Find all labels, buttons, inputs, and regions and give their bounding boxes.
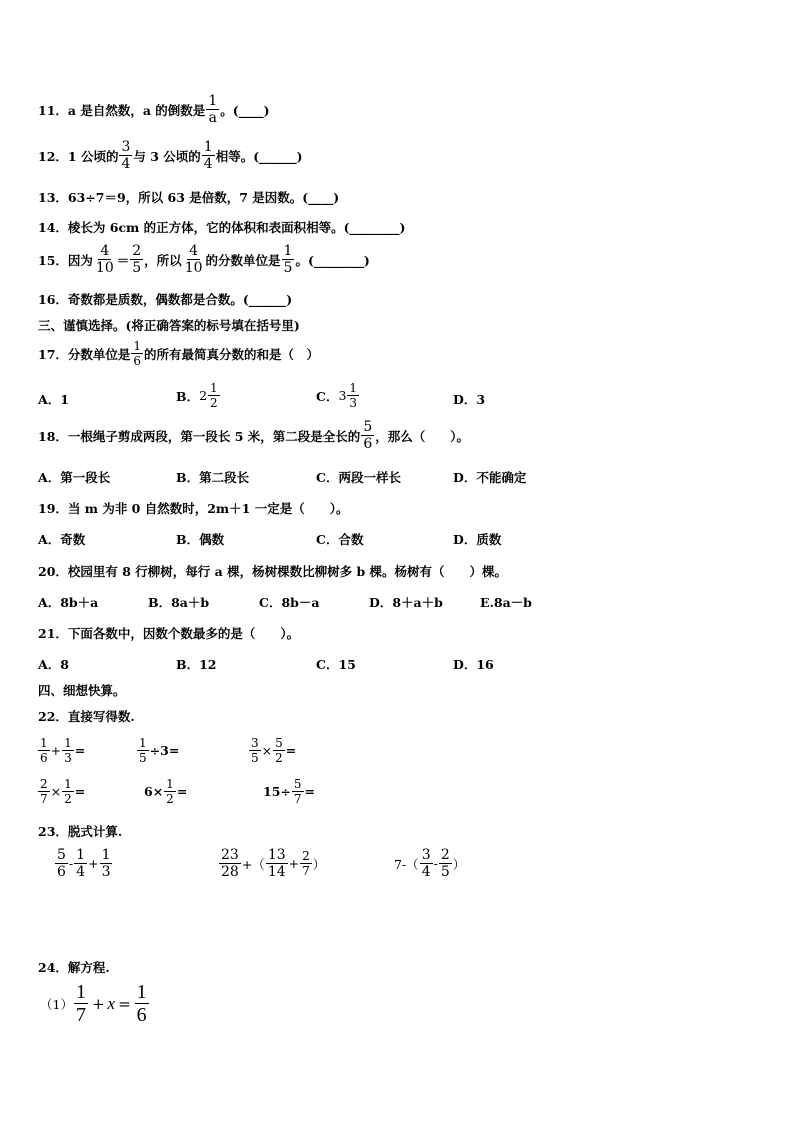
section-4-heading	[38, 681, 126, 699]
question-21	[38, 624, 299, 642]
q15-fraction-2: $\frac{2}{5}$	[132, 243, 142, 276]
question-11	[38, 94, 270, 125]
q12-fraction-1: $\frac{3}{4}$	[121, 139, 131, 172]
q14-text: 14．棱长为 6cm 的正方体，它的体积和表面积相等。(________)	[38, 220, 406, 235]
q22-expr-2: $\frac{1}{5}$ ÷3 =	[139, 736, 180, 765]
q24-label: （1）	[40, 996, 73, 1012]
q17-option-b: B． 2 $\frac{1}{2}$	[176, 381, 218, 410]
q22-expr-1: $\frac{1}{6}$ + $\frac{1}{3}$ =	[40, 736, 86, 765]
question-13	[38, 188, 339, 206]
q22-expr-5: 6× $\frac{1}{2}$ =	[144, 777, 188, 806]
q23-expr-2: $\frac{23}{28}$ +（ $\frac{13}{14}$ + $\frac{2}{7}$ ）	[221, 847, 326, 880]
q17-option-c: C． 3 $\frac{1}{3}$	[316, 381, 358, 410]
q22-expr-6: 15÷ $\frac{5}{7}$ =	[263, 777, 315, 806]
q21-option-b: B．12	[176, 657, 217, 672]
question-24-title	[38, 958, 110, 976]
q17-fraction: $\frac{1}{6}$	[133, 339, 142, 368]
q24-equation-1: （1） $\frac{1}{7}$ + x = $\frac{1}{6}$	[40, 981, 147, 1026]
q23-title: 23．脱式计算.	[38, 824, 123, 839]
q12-fraction-2: $\frac{1}{4}$	[203, 139, 213, 172]
q15-text-c: 的分数单位是	[205, 252, 281, 268]
q24-title: 24．解方程.	[38, 960, 110, 975]
q18-text-a: 18．一根绳子剪成两段，第一段长 5 米，第二段是全长的	[38, 428, 361, 444]
q12-answer: 相等。(______)	[215, 148, 303, 164]
q19-option-d: D．质数	[453, 532, 502, 547]
q17-text-a: 17．分数单位是	[38, 346, 131, 362]
q15-fraction-4: $\frac{1}{5}$	[283, 243, 293, 276]
question-18	[38, 420, 469, 451]
q15-equals: ＝	[116, 252, 130, 268]
question-17	[38, 340, 319, 367]
q23-expr-3: 7-（ $\frac{3}{4}$ - $\frac{2}{5}$ ）	[394, 847, 466, 880]
question-16	[38, 290, 292, 308]
q20-option-d: D．8＋a＋b	[369, 595, 443, 610]
q21-option-d: D．16	[453, 657, 494, 672]
q20-option-a: A．8b＋a	[38, 595, 99, 610]
q17-option-a: A．1	[38, 392, 69, 407]
question-22-title	[38, 707, 135, 725]
q15-fraction-1: $\frac{4}{10}$	[95, 243, 114, 276]
q13-text: 13．63÷7＝9，所以 63 是倍数，7 是因数。(____)	[38, 190, 340, 205]
section-4-title: 四、细想快算。	[38, 683, 126, 698]
q18-text-b: ，那么（ ）。	[375, 428, 469, 444]
q18-option-b: B．第二段长	[176, 470, 250, 485]
q15-text-b: ，所以	[144, 252, 182, 268]
q19-option-a: A．奇数	[38, 532, 86, 547]
section-3-title: 三、谨慎选择。(将正确答案的标号填在括号里)	[38, 318, 300, 333]
q21-option-c: C．15	[316, 657, 356, 672]
q11-answer: 。(____)	[220, 102, 270, 118]
q19-text: 19．当 m 为非 0 自然数时，2m＋1 一定是（ ）。	[38, 501, 349, 516]
q22-expr-4: $\frac{2}{7}$ × $\frac{1}{2}$ =	[40, 777, 86, 806]
q20-text: 20．校园里有 8 行柳树，每行 a 棵，杨树棵数比柳树多 b 棵。杨树有（ ）棵。	[38, 564, 508, 579]
question-14	[38, 218, 405, 236]
q19-option-b: B．偶数	[176, 532, 225, 547]
question-20	[38, 562, 507, 580]
q17-text-b: 的所有最简真分数的和是（ ）	[144, 346, 320, 362]
question-12	[38, 140, 303, 171]
q20-option-e: E.8a－b	[480, 595, 532, 610]
q16-text: 16．奇数都是质数，偶数都是合数。(______)	[38, 292, 293, 307]
q18-option-d: D．不能确定	[453, 470, 527, 485]
question-19	[38, 499, 348, 517]
question-23-title	[38, 822, 122, 840]
q19-option-c: C．合数	[316, 532, 364, 547]
q15-fraction-3: $\frac{4}{10}$	[184, 243, 203, 276]
question-15	[38, 244, 370, 275]
q18-option-a: A．第一段长	[38, 470, 111, 485]
q20-option-c: C．8b－a	[259, 595, 320, 610]
q15-text-a: 15．因为	[38, 252, 93, 268]
q11-fraction: $\frac{1}{a}$	[208, 93, 218, 126]
q20-option-b: B．8a＋b	[148, 595, 210, 610]
q22-expr-3: $\frac{3}{5}$ × $\frac{5}{2}$ =	[251, 736, 297, 765]
q21-option-a: A．8	[38, 657, 69, 672]
q23-expr-1: $\frac{5}{6}$ - $\frac{1}{4}$ + $\frac{1}{3}$	[57, 847, 111, 880]
q12-text-a: 12．1 公顷的	[38, 148, 119, 164]
q22-title: 22．直接写得数.	[38, 709, 135, 724]
q21-text: 21．下面各数中，因数个数最多的是（ ）。	[38, 626, 300, 641]
q15-answer: 。(________)	[295, 252, 370, 268]
q18-fraction: $\frac{5}{6}$	[363, 419, 373, 452]
q18-option-c: C．两段一样长	[316, 470, 401, 485]
q17-option-d: D．3	[453, 392, 486, 407]
section-3-heading	[38, 316, 300, 334]
q11-text: 11．a 是自然数，a 的倒数是	[38, 102, 206, 118]
q12-text-b: 与 3 公顷的	[133, 148, 201, 164]
